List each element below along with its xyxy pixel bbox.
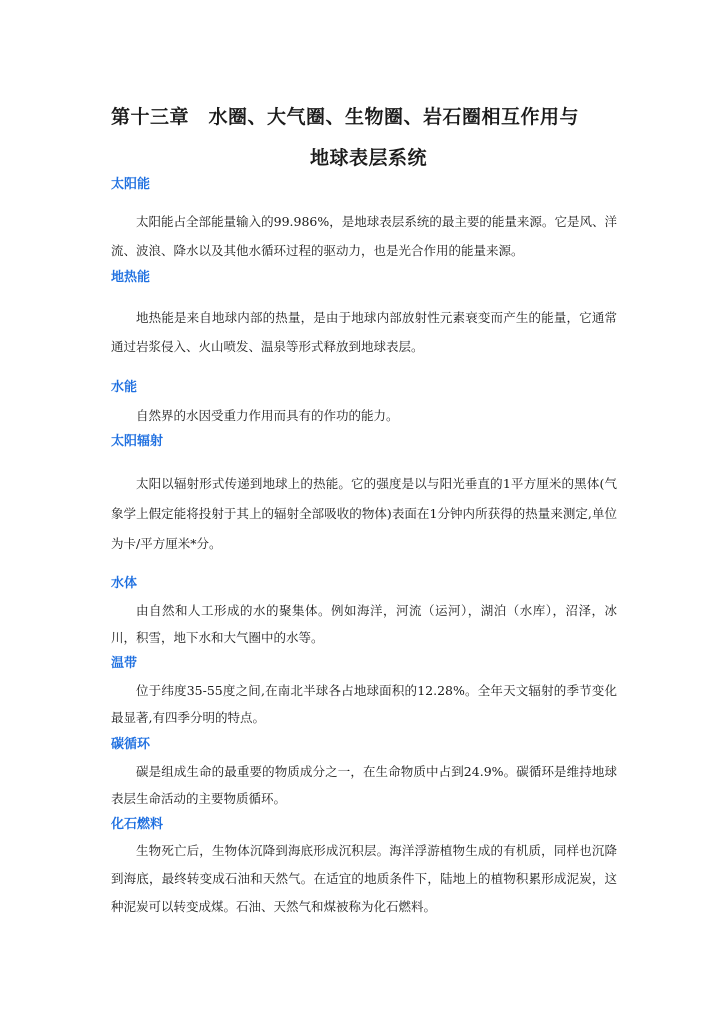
section-heading-solar-radiation: 太阳辐射 — [111, 434, 164, 449]
section-heading-solar-energy: 太阳能 — [111, 177, 151, 192]
section-text-fossil-fuels: 生物死亡后，生物体沉降到海底形成沉积层。海洋浮游植物生成的有机质，同样也沉降到海底，最终转变成石油和天然气。在适宜的地质条件下，陆地上的植物积累形成泥炭，这种泥炭可以转变成煤。石油、天然气和煤被称为化石燃料。 — [111, 843, 617, 914]
section-heading-hydro-energy: 水能 — [111, 380, 138, 395]
section-text-solar-radiation: 太阳以辐射形式传递到地球上的热能。它的强度是以与阳光垂直的1平方厘米的黑体(气象学上假定能将投射于其上的辐射全部吸收的物体)表面在1分钟内所获得的热量来测定,单位为卡/平方厘米*分。 — [111, 476, 617, 551]
chapter-title-line2: 地球表层系统 — [310, 147, 428, 169]
section-text-water-body: 由自然和人工形成的水的聚集体。例如海洋，河流（运河），湖泊（水库），沼泽，冰川，积雪，地下水和大气圈中的水等。 — [111, 603, 617, 645]
section-heading-water-body: 水体 — [111, 576, 138, 591]
section-text-geothermal-energy: 地热能是来自地球内部的热量，是由于地球内部放射性元素衰变而产生的能量，它通常通过岩浆侵入、火山喷发、温泉等形式释放到地球表层。 — [111, 310, 617, 354]
section-text-solar-energy: 太阳能占全部能量输入的99.986%，是地球表层系统的最主要的能量来源。它是风、洋流、波浪、降水以及其他水循环过程的驱动力，也是光合作用的能量来源。 — [111, 214, 617, 258]
section-heading-fossil-fuels: 化石燃料 — [111, 817, 164, 832]
section-text-temperate-zone: 位于纬度35-55度之间,在南北半球各占地球面积的12.28%。全年天文辐射的季节变化最显著,有四季分明的特点。 — [111, 683, 617, 725]
section-heading-carbon-cycle: 碳循环 — [111, 737, 151, 752]
section-heading-temperate-zone: 温带 — [111, 656, 138, 671]
section-heading-geothermal-energy: 地热能 — [111, 270, 151, 285]
section-text-hydro-energy: 自然界的水因受重力作用而具有的作功的能力。 — [136, 408, 399, 423]
chapter-title-line1: 第十三章 水圈、大气圈、生物圈、岩石圈相互作用与 — [111, 106, 580, 128]
section-text-carbon-cycle: 碳是组成生命的最重要的物质成分之一，在生命物质中占到24.9%。碳循环是维持地球表层生命活动的主要物质循环。 — [111, 764, 617, 806]
